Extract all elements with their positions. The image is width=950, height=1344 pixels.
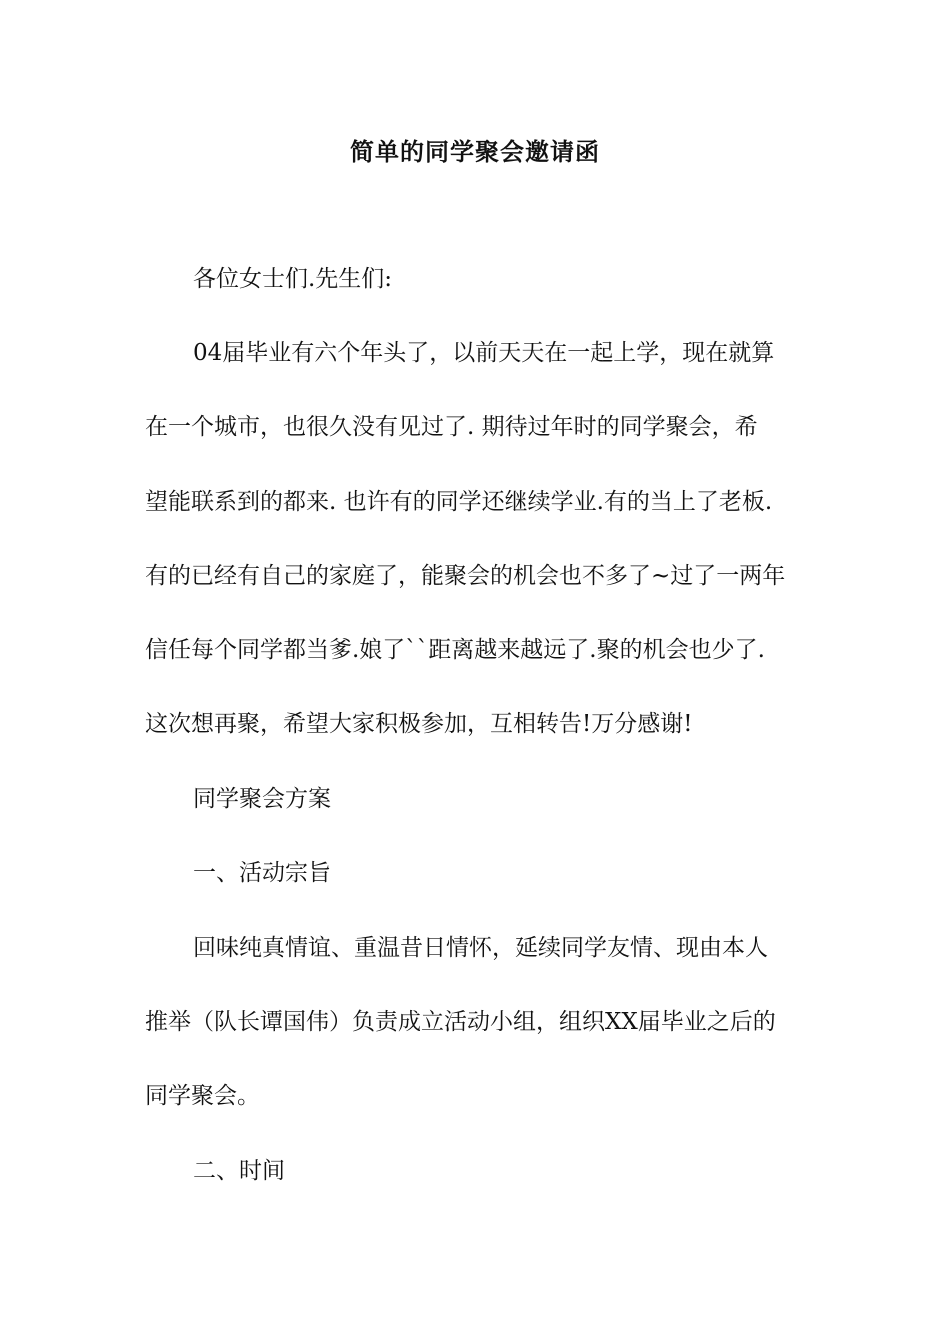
paragraph1-line-2: 在一个城市，也很久没有见过了. 期待过年时的同学聚会，希	[145, 414, 758, 440]
section2-heading: 二、时间	[193, 1158, 285, 1184]
section1-heading: 一、活动宗旨	[193, 860, 331, 886]
section1-line-1: 回味纯真情谊、重温昔日情怀，延续同学友情、现由本人	[193, 935, 768, 961]
paragraph1-line-5: 信任每个同学都当爹.娘了``距离越来越远了.聚的机会也少了.	[145, 637, 765, 663]
section1-line-3: 同学聚会。	[145, 1083, 260, 1109]
paragraph1-line-6: 这次想再聚，希望大家积极参加，互相转告!万分感谢!	[145, 711, 693, 737]
paragraph1-line-1: 04届毕业有六个年头了，以前天天在一起上学，现在就算	[193, 340, 775, 366]
section1-line-2: 推举（队长谭国伟）负责成立活动小组，组织XX届毕业之后的	[145, 1009, 776, 1035]
document-title: 简单的同学聚会邀请函	[350, 137, 600, 166]
paragraph1-line-4: 有的已经有自己的家庭了，能聚会的机会也不多了~过了一两年	[145, 563, 786, 589]
paragraph1-line-3: 望能联系到的都来. 也许有的同学还继续学业.有的当上了老板.	[145, 489, 773, 515]
salutation: 各位女士们.先生们:	[193, 266, 393, 292]
plan-heading: 同学聚会方案	[193, 786, 331, 812]
